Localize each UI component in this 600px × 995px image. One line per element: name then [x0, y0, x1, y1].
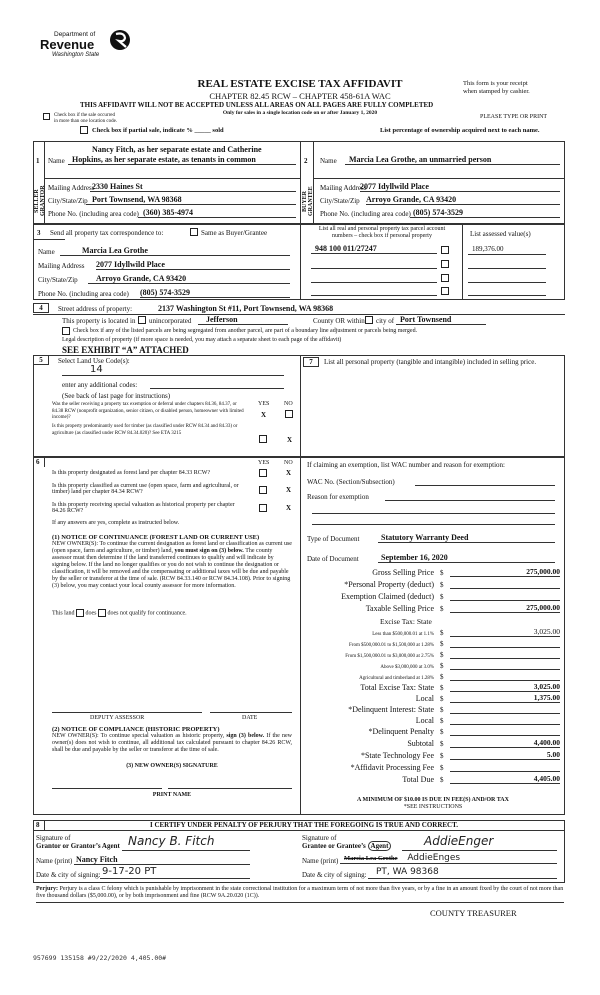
section-5-number: 5: [33, 355, 49, 365]
tax-corr-name-label: Name: [38, 248, 55, 256]
buyer-phone[interactable]: (805) 574-3529: [410, 208, 560, 218]
personal-property-checkbox-4[interactable]: [441, 287, 449, 295]
county-field[interactable]: Jefferson: [198, 315, 288, 325]
grantor-sig-label-1: Signature of: [36, 834, 71, 842]
delinquent-penalty[interactable]: [450, 726, 560, 736]
street-label: Street address of property:: [58, 305, 133, 313]
buyer-side-label: BUYER GRANTEE: [302, 186, 314, 216]
notice-compliance-text: NEW OWNER(S): To continue special valuation as historic property, sign (3) below. If the new owner(s) does not wish to continue, all additional tax calculated pursuant to chapter 84.26 RCW, shall be due and payable by the seller or transferor at the time of sale.: [52, 733, 293, 753]
doc-type-label: Type of Document: [307, 535, 360, 543]
tier-5-row: Agricultural and timberland at 1.28% $: [305, 671, 560, 681]
seller-mail[interactable]: 2330 Haines St: [90, 182, 296, 192]
delinquent-interest-local-row: Local $: [305, 715, 560, 725]
delinquent-interest-local[interactable]: [450, 715, 560, 725]
certify-statement: I CERTIFY UNDER PENALTY OF PERJURY THAT THE FOREGOING IS TRUE AND CORRECT.: [149, 821, 458, 829]
county-treasurer-label: COUNTY TREASURER: [430, 908, 517, 918]
gross-selling-price-row: Gross Selling Price $ 275,000.00: [372, 567, 560, 577]
timber-no-mark[interactable]: X: [287, 436, 293, 444]
city-field[interactable]: Port Townsend: [396, 315, 486, 325]
buyer-city-label: City/State/Zip: [320, 197, 360, 205]
city-checkbox[interactable]: [365, 316, 373, 324]
land-use-code[interactable]: 14: [62, 364, 284, 376]
forest-yes-checkbox[interactable]: [259, 469, 267, 477]
parcels-header-1: List all real and personal property tax parcel account: [318, 226, 446, 232]
segregate-label: Check box if any of the listed parcels are being segregated from another parcel, are part of a boundary line adjustment or parcels being merged.: [73, 328, 418, 334]
grantee-name: AddieEnges: [407, 853, 461, 863]
subtotal[interactable]: 4,400.00: [450, 738, 560, 748]
tier-4-row: Above $3,000,000 at 3.0% $: [305, 660, 560, 670]
assessed-header: List assessed value(s): [470, 230, 531, 238]
segregate-checkbox[interactable]: [62, 327, 70, 335]
personal-property-checkbox-1[interactable]: [441, 246, 449, 254]
parcel-number-1[interactable]: 948 100 011/27247: [311, 244, 437, 254]
form-chapter: CHAPTER 82.45 RCW – CHAPTER 458-61A WAC: [209, 91, 391, 101]
see-back-label: (See back of last page for instructions): [62, 392, 171, 400]
exemption-claimed-row: Exemption Claimed (deduct) $: [305, 591, 560, 601]
historical-no-mark[interactable]: X: [286, 504, 292, 512]
personal-property-label: List all personal property (tangible and intangible) included in selling price.: [324, 358, 537, 366]
deputy-assessor-label: DEPUTY ASSESSOR: [90, 715, 145, 721]
total-due[interactable]: 4,405.00: [450, 774, 560, 784]
seller-mail-label: Mailing Address: [48, 184, 95, 192]
total-excise-local-row: Local $ 1,375.00: [415, 693, 560, 703]
buyer-mail[interactable]: 2077 Idyllwild Place: [360, 182, 560, 192]
tax-corr-mail-label: Mailing Address: [38, 262, 85, 270]
processing-fee-row: *Affidavit Processing Fee $: [305, 762, 560, 772]
current-use-no-mark[interactable]: X: [286, 486, 292, 494]
exemption-yes-mark[interactable]: X: [261, 411, 267, 419]
city-of-label: city of: [376, 317, 395, 325]
parcel-number-3[interactable]: [311, 273, 437, 283]
section-7-number: 7: [303, 357, 319, 367]
county-or-label: County OR within: [313, 317, 365, 325]
processing-fee[interactable]: [450, 762, 560, 772]
receipt-note-1: This form is your receipt: [463, 80, 528, 87]
minimum-due-note: A MINIMUM OF $10.00 IS DUE IN FEE(S) AND/OR TAX: [357, 797, 509, 803]
tech-fee[interactable]: 5.00: [450, 750, 560, 760]
property-street[interactable]: 2137 Washington St #11, Port Townsend, WA 98368: [158, 304, 334, 313]
grantor-name[interactable]: Nancy Fitch: [74, 855, 250, 865]
doc-type-field[interactable]: Statutory Warranty Deed: [378, 533, 555, 543]
assessed-value-4[interactable]: [468, 286, 546, 296]
does-not-qualify-checkbox[interactable]: [98, 609, 106, 617]
print-name-label: PRINT NAME: [152, 792, 192, 798]
tier-1-value[interactable]: 3,025.00: [450, 627, 560, 637]
partial-sale-label: Check box if partial sale, indicate % _____ sold: [92, 127, 224, 134]
continuance-qualify-row: This land does does not qualify for continuance.: [52, 610, 187, 617]
total-excise-state[interactable]: 3,025.00: [450, 682, 560, 692]
cashier-stamp: 957699 135158 #9/22/2020 4,405.00#: [33, 954, 167, 962]
subtotal-row: Subtotal $ 4,400.00: [407, 738, 560, 748]
land-use-label: Select Land Use Code(s):: [58, 357, 130, 365]
tier-2-value[interactable]: [450, 638, 560, 648]
unincorporated-checkbox[interactable]: [138, 316, 146, 324]
legal-description[interactable]: SEE EXHIBIT “A” ATTACHED: [62, 345, 189, 355]
parcels-header-2: numbers – check box if personal property: [332, 233, 432, 239]
current-use-question: Is this property classified as current use (open space, farm and agricultural, or timber) land per chapter 84.34 RCW?: [52, 483, 239, 495]
assessed-value-1[interactable]: 189,376.00: [468, 245, 546, 255]
historical-yes-checkbox[interactable]: [259, 504, 267, 512]
perjury-notice: Perjury: Perjury is a class C felony which is punishable by imprisonment in the state correctional institution for a maximum term of not more than five years, or by a fine in an amount fixed by the court of not more than five thousand dollars ($5,000.00), or by both imprisonment and fine (RCW 9A.20.020 (1C)).: [36, 886, 564, 903]
multi-location-label-1: Check box if the sale occurred: [54, 113, 115, 118]
tech-fee-row: *State Technology Fee $ 5.00: [360, 750, 560, 760]
buyer-name-label: Name: [320, 157, 337, 165]
tier-3-row: From $1,500,000.01 to $3,000,000 at 2.75% $: [305, 649, 560, 659]
exemption-question: Was the seller receiving a property tax exemption or deferral under chapters 84.36, 84.37, or 84.38 RCW (nonprofit organization, senior citizen, or disabled person, homeowner with limited income)?: [52, 402, 244, 420]
tax-corr-label: Send all property tax correspondence to:: [50, 229, 164, 237]
total-excise-local[interactable]: 1,375.00: [450, 693, 560, 703]
tax-corr-mail[interactable]: 2077 Idyllwild Place: [96, 260, 290, 270]
delinquent-penalty-row: *Delinquent Penalty $: [305, 726, 560, 736]
section-6-number: 6: [36, 458, 40, 466]
additional-codes-label: enter any additional codes:: [62, 381, 138, 389]
tier-5-value[interactable]: [450, 671, 560, 681]
exemption-no-checkbox[interactable]: [285, 410, 293, 418]
unincorporated-label: unincorporated: [149, 317, 192, 325]
grantee-name-struck: Marcia Lea Grothe: [344, 855, 398, 862]
dor-r-icon: [108, 28, 132, 52]
seller-name-label: Name: [48, 157, 65, 165]
wac-label: WAC No. (Section/Subsection): [307, 478, 395, 486]
does-qualify-checkbox[interactable]: [76, 609, 84, 617]
yes-header-5: YES: [258, 401, 270, 407]
historical-question: Is this property receiving special valuation as historical property per chapter 84.26 RCW?: [52, 502, 235, 514]
agent-circled: Agent: [368, 841, 392, 851]
wac-field[interactable]: [415, 477, 555, 486]
reason-field-3[interactable]: [312, 516, 555, 525]
deputy-date-label: DATE: [242, 715, 258, 721]
tax-corr-phone[interactable]: (805) 574-3529: [140, 288, 290, 298]
tier-2-row: From $500,000.01 to $1,500,000 at 1.28% $: [305, 638, 560, 648]
multi-location-label-2: in more than one location code.: [54, 119, 118, 124]
seller-city[interactable]: Port Townsend, WA 98368: [86, 195, 296, 205]
tier-3-value[interactable]: [450, 649, 560, 659]
legal-desc-label: Legal description of property (if more space is needed, you may attach a separate sheet to each page of the affidavit): [62, 337, 342, 343]
seller-name-line-1[interactable]: Nancy Fitch, as her separate estate and Catherine: [92, 145, 262, 154]
located-label: This property is located in: [62, 317, 136, 325]
grantee-sig-label-2: Grantee or Grantee’s Agent: [302, 842, 391, 850]
delinquent-interest-state[interactable]: [450, 704, 560, 714]
grantor-signature[interactable]: Nancy B. Fitch: [122, 834, 250, 851]
reason-label: Reason for exemption: [307, 493, 369, 501]
reason-field-1[interactable]: [385, 492, 555, 501]
if-yes-note: If any answers are yes, complete as instructed below.: [52, 520, 180, 526]
grantee-date-label: Date & city of signing:: [302, 871, 367, 879]
doc-date-label: Date of Document: [307, 555, 359, 563]
taxable-selling-price-row: Taxable Selling Price $ 275,000.00: [365, 603, 560, 613]
no-header-6: NO: [284, 460, 293, 466]
no-header-5: NO: [284, 401, 293, 407]
grantor-date-city[interactable]: 9-17-20 PT: [100, 866, 250, 879]
buyer-city[interactable]: Arroyo Grande, CA 93420: [366, 195, 560, 205]
assessed-value-2[interactable]: [468, 259, 546, 269]
grantee-signature[interactable]: AddieEnger: [402, 834, 557, 851]
section-4-number: 4: [33, 303, 49, 313]
grantee-name-field[interactable]: [340, 853, 557, 864]
forest-no-mark[interactable]: X: [286, 469, 292, 477]
personal-property-checkbox-3[interactable]: [441, 274, 449, 282]
tax-corr-city[interactable]: Arroyo Grande, CA 93420: [88, 274, 290, 284]
section-2-number: 2: [304, 157, 308, 165]
section-3-number: 3: [37, 229, 41, 237]
seller-side-label: SELLER GRANTOR: [34, 185, 46, 217]
partial-sale-checkbox[interactable]: [80, 126, 88, 134]
section-1-number: 1: [36, 157, 40, 165]
timber-yes-checkbox[interactable]: [259, 435, 267, 443]
exemption-claimed[interactable]: [450, 591, 560, 601]
tax-corr-city-label: City/State/Zip: [38, 276, 78, 284]
grantee-name-label: Name (print): [302, 857, 339, 865]
dor-logo: [40, 28, 135, 62]
tax-corr-name[interactable]: Marcia Lea Grothe: [60, 246, 290, 256]
form-title: REAL ESTATE EXCISE TAX AFFIDAVIT: [197, 78, 403, 90]
taxable-selling-price[interactable]: 275,000.00: [450, 603, 560, 613]
grantor-date-label: Date & city of signing:: [36, 871, 101, 879]
seller-name-line-2[interactable]: Hopkins, as her separate estate, as tenants in common: [68, 155, 296, 165]
grantor-name-label: Name (print): [36, 857, 73, 865]
tier-4-value[interactable]: [450, 660, 560, 670]
personal-property-deduct[interactable]: [450, 579, 560, 589]
notice-continuance-text: NEW OWNER(S): To continue the current designation as forest land or classification as current use (open space, farm and agriculture, or timber) land, you must sign on (3) below. The county assessor must then determine if the land transferred continues to qualify and will indicate by signing below. If the land no longer qualifies or you do not wish to continue the designation or classification, it will be removed and the compensating or additional taxes will be due and payable by the seller or transferor at the time of sale. (RCW 84.33.140 or RCW 84.34.108). Prior to signing (3) below, you may contact your local county assessor for more information.: [52, 541, 292, 589]
total-excise-state-row: Total Excise Tax: State $ 3,025.00: [360, 682, 560, 692]
buyer-name[interactable]: Marcia Lea Grothe, an unmarried person: [345, 155, 560, 165]
buyer-phone-label: Phone No. (including area code): [320, 210, 411, 218]
form-warning: THIS AFFIDAVIT WILL NOT BE ACCEPTED UNLESS ALL AREAS ON ALL PAGES ARE FULLY COMPLETED: [80, 101, 434, 109]
multi-location-checkbox[interactable]: [43, 113, 50, 120]
buyer-mail-label: Mailing Address: [320, 184, 367, 192]
same-as-buyer-label: Same as Buyer/Grantee: [201, 229, 268, 237]
personal-property-deduct-row: *Personal Property (deduct) $: [305, 579, 560, 589]
seller-city-label: City/State/Zip: [48, 197, 88, 205]
excise-tax-header: Excise Tax: State: [380, 617, 432, 626]
ownership-note: List percentage of ownership acquired next to each name.: [380, 127, 540, 134]
grantee-date-city[interactable]: PT, WA 98368: [368, 867, 557, 879]
logo-line1: Department of: [54, 31, 96, 38]
logo-line3: Washington State: [52, 52, 100, 58]
notice-compliance-title: (2) NOTICE OF COMPLIANCE (HISTORIC PROPERTY): [52, 726, 220, 733]
delinquent-interest-state-row: *Delinquent Interest: State $: [305, 704, 560, 714]
seller-phone-label: Phone No. (including area code): [48, 210, 139, 218]
total-due-row: Total Due $ 4,405.00: [402, 774, 560, 784]
gross-selling-price[interactable]: 275,000.00: [450, 567, 560, 577]
receipt-note-2: when stamped by cashier.: [463, 88, 530, 95]
current-use-yes-checkbox[interactable]: [259, 486, 267, 494]
additional-codes-field[interactable]: [150, 381, 284, 389]
tier-1-row: Less than $500,000.01 at 1.1% $ 3,025.00: [372, 627, 560, 637]
reason-field-2[interactable]: [312, 505, 555, 514]
logo-line2: Revenue: [40, 37, 95, 52]
exemption-claim-label: If claiming an exemption, list WAC number and reason for exemption:: [307, 461, 505, 469]
doc-date-field[interactable]: September 16, 2020: [378, 553, 555, 563]
grantee-sig-label-1: Signature of: [302, 834, 337, 842]
personal-property-checkbox-2[interactable]: [441, 260, 449, 268]
parcel-number-4[interactable]: [311, 286, 437, 296]
section-8-number: 8: [36, 821, 40, 829]
new-owner-signature-label: (3) NEW OWNER(S) SIGNATURE: [126, 763, 218, 769]
forest-land-question: Is this property designated as forest land per chapter 84.33 RCW?: [52, 470, 211, 476]
assessed-value-3[interactable]: [468, 273, 546, 283]
grantor-sig-label-2: Grantor or Grantor’s Agent: [36, 842, 120, 850]
yes-header-6: YES: [258, 460, 270, 466]
please-type-note: PLEASE TYPE OR PRINT: [480, 114, 548, 120]
see-instructions-note: *SEE INSTRUCTIONS: [403, 804, 463, 810]
seller-phone[interactable]: (360) 385-4974: [138, 208, 296, 218]
form-only-for: Only for sales in a single location code on or after January 1, 2020: [222, 110, 378, 116]
notice-continuance-title: (1) NOTICE OF CONTINUANCE (FOREST LAND OR CURRENT USE): [52, 534, 260, 541]
same-as-buyer-checkbox[interactable]: [190, 228, 198, 236]
timber-question: Is this property predominantly used for timber (as classified under RCW 84.34 and 84.33) or agriculture (as classified under RCW 84.34.020)? See ETA 3215: [52, 424, 238, 436]
tax-corr-phone-label: Phone No. (including area code): [38, 290, 129, 298]
parcel-number-2[interactable]: [311, 259, 437, 269]
